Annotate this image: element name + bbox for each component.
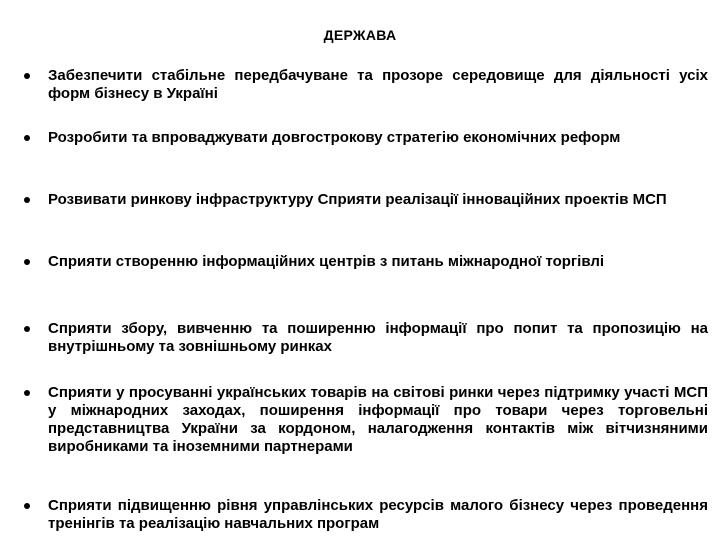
bullet-text: Розробити та впроваджувати довгострокову стратегію економічних реформ <box>48 129 621 146</box>
bullet-text: Сприяти у просуванні українських товарів на світові ринки через підтримку участі МСП у міжнародних заходах, поширення інформації про товари через торговельні представництва України за кордоном, налагодження контактів між вітчизняними виробниками та іноземними партнерами <box>48 384 708 455</box>
bullet-dot-icon <box>24 73 30 79</box>
bullet-dot-icon <box>24 259 30 265</box>
bullet-text: Сприяти створенню інформаційних центрів з питань міжнародної торгівлі <box>48 253 605 270</box>
bullet-dot-icon <box>24 503 30 509</box>
bullet-text: Сприяти збору, вивченню та поширенню інформації про попит та пропозицію на внутрішньому та зовнішньому ринках <box>48 320 708 355</box>
bullet-dot-icon <box>24 326 30 332</box>
slide-title: ДЕРЖАВА <box>323 27 397 43</box>
bullet-text: Забезпечити стабільне передбачуване та прозоре середовище для діяльності усіх форм бізнесу в Україні <box>48 67 708 102</box>
bullet-text: Розвивати ринкову інфраструктуру Сприяти реалізації інноваційних проектів МСП <box>48 191 667 208</box>
bullet-dot-icon <box>24 197 30 203</box>
bullet-dot-icon <box>24 135 30 141</box>
bullet-text: Сприяти підвищенню рівня управлінських ресурсів малого бізнесу через проведення тренінгів та реалізацію навчальних програм <box>48 497 708 532</box>
bullet-dot-icon <box>24 390 30 396</box>
